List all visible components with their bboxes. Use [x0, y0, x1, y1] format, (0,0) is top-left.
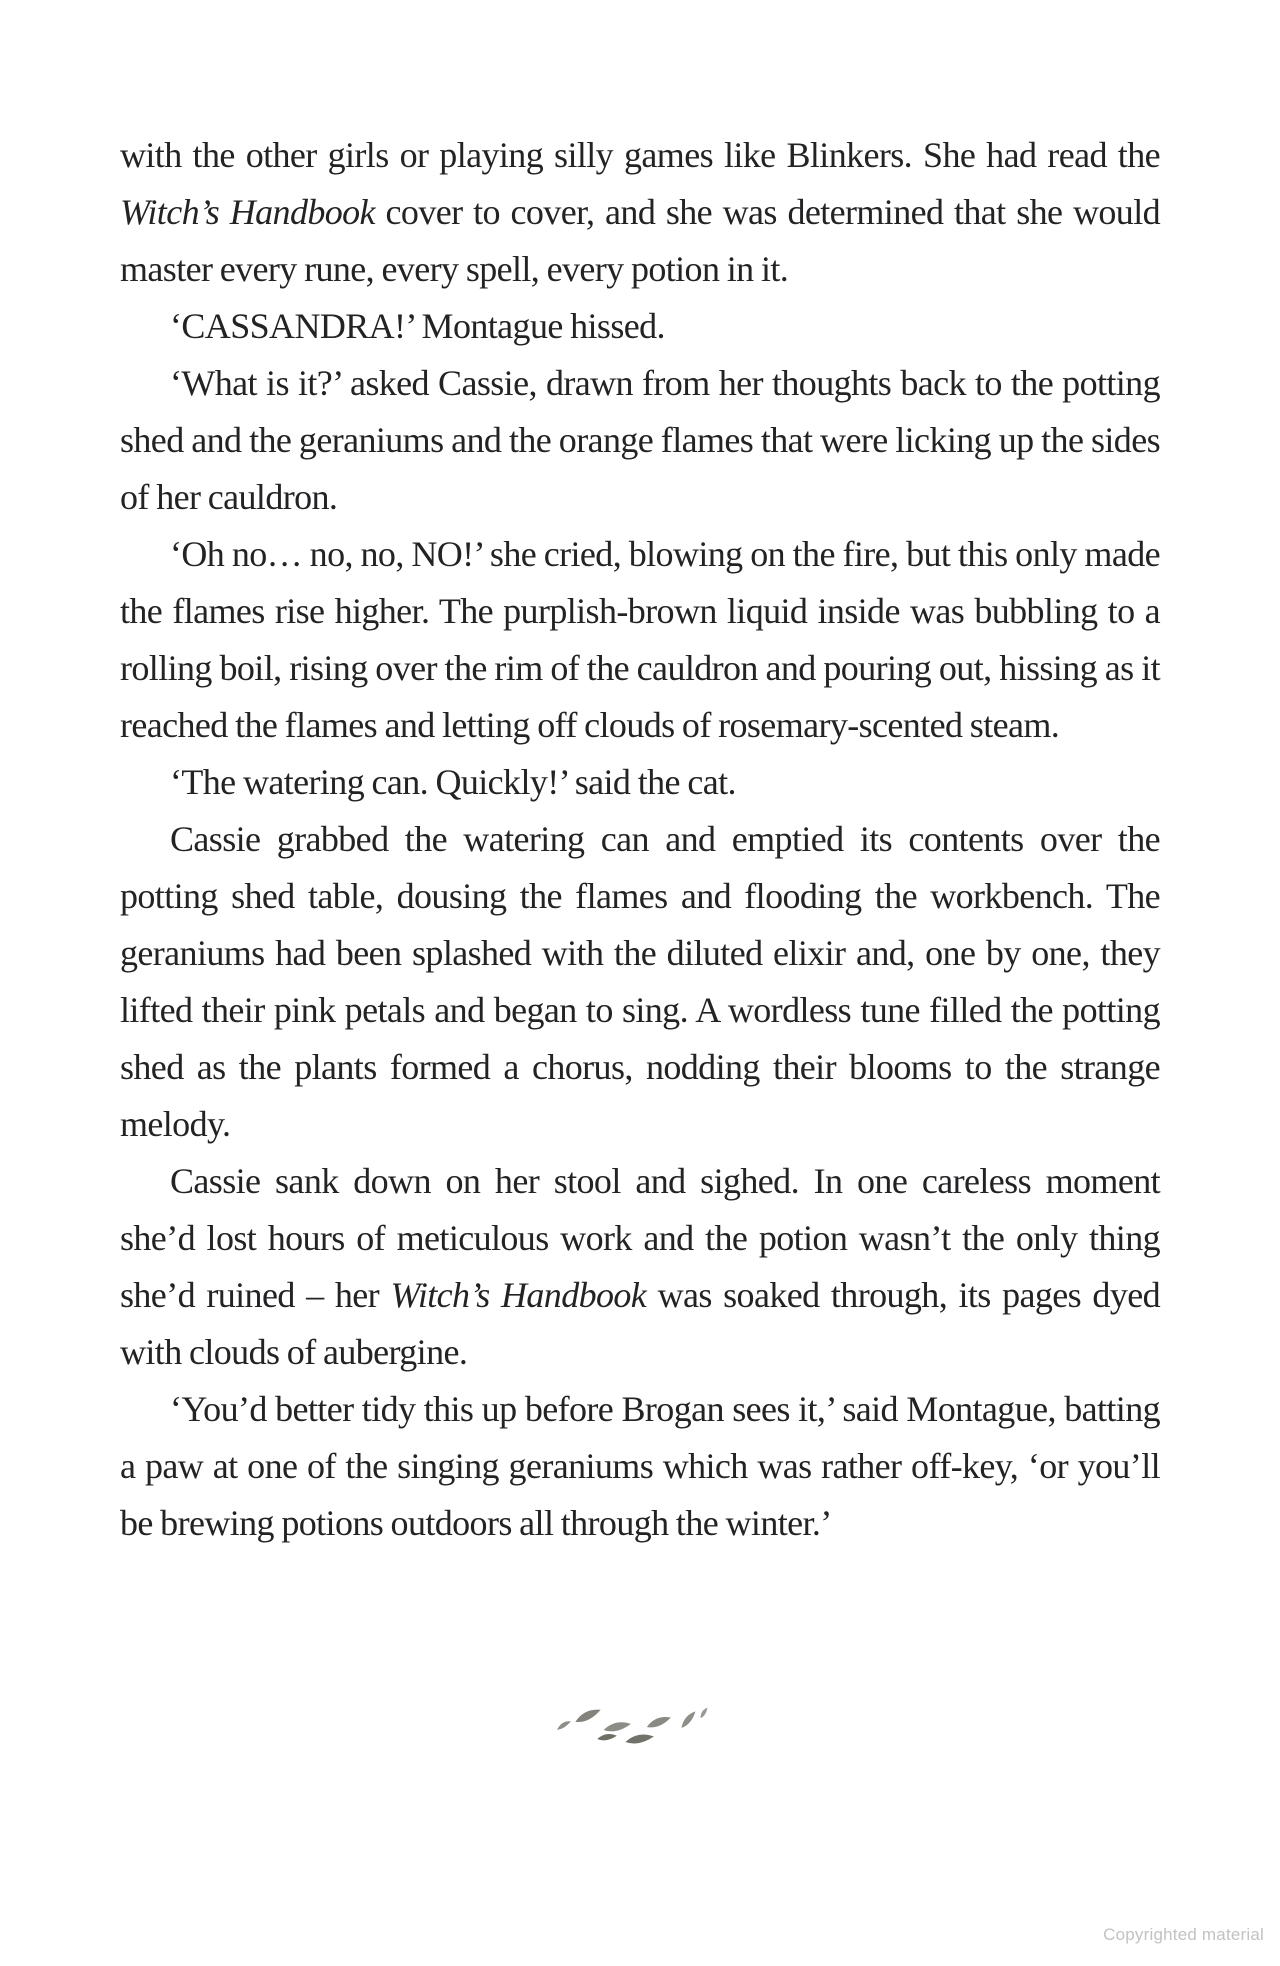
paragraph [120, 754, 1160, 811]
text-run: Cassie sank down on her stool and sighed. In one careless moment she’d lost hours of meticulous work and the potion wasn’t the only thing she’d ruined – her [120, 1161, 1160, 1315]
falling-leaves-icon [552, 1703, 736, 1759]
italic-text: Witch’s Handbook [390, 1275, 647, 1315]
text-run: ‘The watering can. Quickly!’ said the cat. [170, 762, 736, 802]
text-run: ‘You’d better tidy this up before Brogan sees it,’ said Montague, batting a paw at one of the singing geraniums which was rather off-key, ‘or you’ll be brewing potions outdoors all through the winter.’ [120, 1389, 1160, 1543]
text-run: ‘Oh no… no, no, NO!’ she cried, blowing on the fire, but this only made the flames rise higher. The purplish-brown liquid inside was bubbling to a rolling boil, rising over the rim of the cauldron and pouring out, hissing as it reached the flames and letting off clouds of rosemary-scented steam. [120, 534, 1160, 745]
italic-text: Witch’s Handbook [120, 192, 375, 232]
copyright-notice: Copyrighted material [1103, 1925, 1264, 1944]
text-run: ‘What is it?’ asked Cassie, drawn from her thoughts back to the potting shed and the geraniums and the orange flames that were licking up the sides of her cauldron. [120, 363, 1160, 517]
paragraph [120, 811, 1160, 1153]
text-run: was soaked through, its pages dyed with clouds of aubergine. [120, 1275, 1161, 1372]
paragraph [120, 1381, 1160, 1552]
paragraph [120, 1153, 1160, 1381]
body-text [120, 127, 1160, 1552]
text-run: cover to cover, and she was determined that she would master every rune, every spell, every potion in it. [120, 192, 1161, 289]
paragraph [120, 127, 1160, 298]
paragraph [120, 526, 1160, 754]
paragraph [120, 355, 1160, 526]
text-run: with the other girls or playing silly games like Blinkers. She had read the [120, 135, 1160, 175]
text-run: ‘CASSANDRA!’ Montague hissed. [170, 306, 665, 346]
text-run: Cassie grabbed the watering can and emptied its contents over the potting shed table, dousing the flames and flooding the workbench. The geraniums had been splashed with the diluted elixir and, one by one, they lifted their pink petals and began to sing. A wordless tune filled the potting shed as the plants formed a chorus, nodding their blooms to the strange melody. [120, 819, 1160, 1144]
paragraph [120, 298, 1160, 355]
